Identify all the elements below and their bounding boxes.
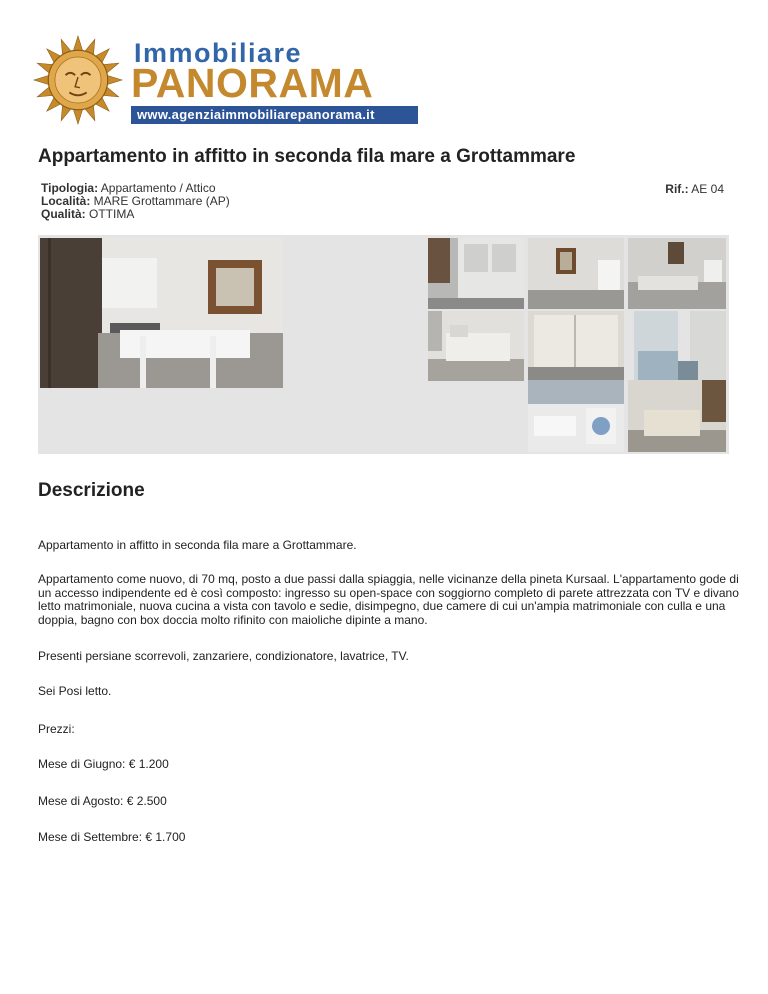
gallery-thumb-3[interactable]: [628, 238, 726, 309]
bed-photo-icon: [428, 311, 524, 381]
kitchen-photo-icon: [40, 238, 283, 388]
bedroom-photo-icon: [628, 238, 726, 309]
price-june: Mese di Giugno: € 1.200: [38, 757, 169, 771]
photo-gallery: [38, 235, 729, 454]
meta-tipologia-label: Tipologia:: [41, 181, 99, 195]
description-intro: Appartamento in affitto in seconda fila mare a Grottammare.: [38, 538, 357, 552]
listing-title: Appartamento in affitto in seconda fila mare a Grottammare: [38, 146, 576, 167]
gallery-thumb-6[interactable]: [628, 311, 726, 381]
bathroom-photo-icon: [528, 380, 624, 452]
ref-label: Rif.:: [665, 182, 689, 196]
wardrobe-photo-icon: [528, 311, 624, 381]
listing-meta: [41, 182, 230, 221]
brand-url-link[interactable]: www.agenziaimmobiliarepanorama.it: [131, 106, 418, 124]
brand-name-main: PANORAMA: [131, 60, 374, 106]
description-beds: Sei Posi letto.: [38, 684, 112, 698]
gallery-thumb-8[interactable]: [628, 380, 726, 452]
meta-localita-value: MARE Grottammare (AP): [90, 194, 230, 208]
meta-qualita-value: OTTIMA: [85, 207, 135, 221]
gallery-thumb-2[interactable]: [528, 238, 624, 309]
gallery-thumb-1[interactable]: [428, 238, 524, 309]
site-logo[interactable]: [30, 34, 430, 126]
bedroom-photo-icon: [528, 238, 624, 309]
price-september: Mese di Settembre: € 1.700: [38, 830, 186, 844]
brand-name-top: Immobiliare: [134, 38, 303, 68]
meta-qualita: [41, 208, 230, 221]
ref-value: AE 04: [688, 182, 724, 196]
gallery-main-photo[interactable]: [40, 238, 283, 388]
sofa-photo-icon: [628, 380, 726, 452]
listing-reference: [665, 182, 724, 196]
meta-qualita-label: Qualità:: [41, 207, 86, 221]
sun-logo-icon: [30, 34, 126, 126]
description-features: Presenti persiane scorrevoli, zanzariere, condizionatore, lavatrice, TV.: [38, 649, 409, 663]
meta-tipologia-value: Appartamento / Attico: [98, 181, 216, 195]
gallery-thumb-5[interactable]: [528, 311, 624, 381]
price-august: Mese di Agosto: € 2.500: [38, 794, 167, 808]
shower-photo-icon: [628, 311, 726, 381]
description-body: Appartamento come nuovo, di 70 mq, posto a due passi dalla spiaggia, nelle vicinanze della pineta Kursaal. L'appartamento gode di un accesso indipendente ed è così composto: ingresso su open-space con soggiorno completo di parete attrezzata con TV e divano letto matrimoniale, nuova cucina a vista con tavolo e sedie, disimpegno, due camere di cui un'ampia matrimoniale con culla e una doppia, bagno con box doccia molto rifinito con maioliche dipinte a mano.: [38, 572, 739, 627]
prices-label: Prezzi:: [38, 722, 75, 736]
gallery-thumb-7[interactable]: [528, 380, 624, 452]
description-heading: Descrizione: [38, 480, 145, 501]
gallery-thumb-4[interactable]: [428, 311, 524, 381]
bedroom-photo-icon: [428, 238, 524, 309]
meta-localita-label: Località:: [41, 194, 91, 208]
